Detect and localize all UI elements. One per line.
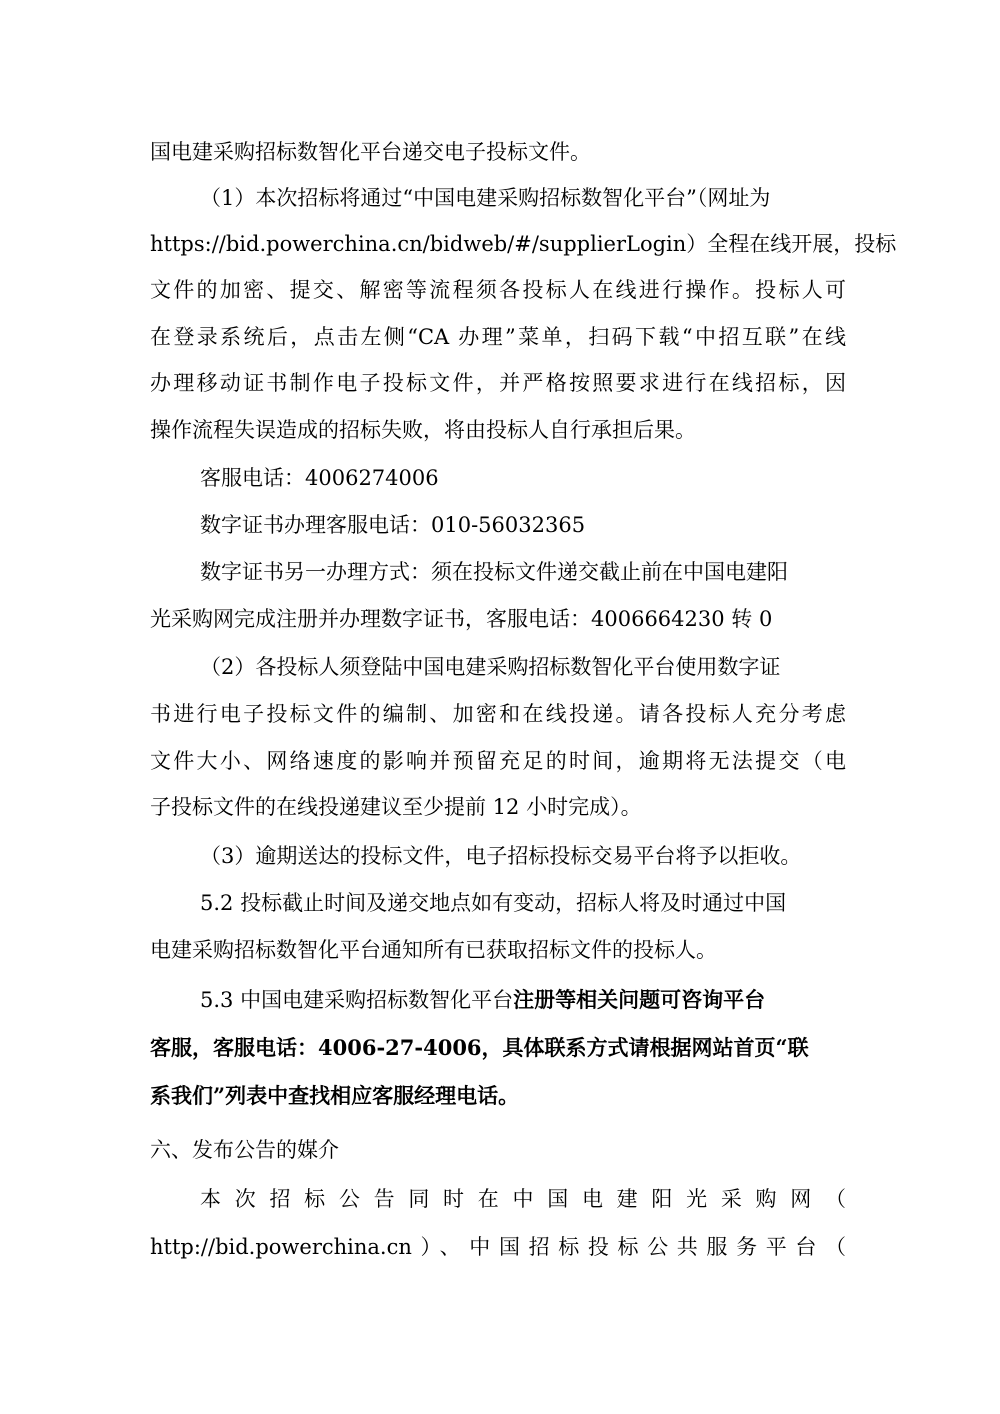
text-line: 数字证书另一办理方式：须在投标文件递交截止前在中国电建阳 (200, 560, 788, 584)
text-line: https://bid.powerchina.cn/bidweb/#/supplierLogin）全程在线开展，投标 (150, 232, 897, 256)
text-line: http://bid.powerchina.cn）、中国招标投标公共服务平台（ (150, 1235, 846, 1259)
text-line: 客服电话：4006274006 (200, 466, 439, 490)
text-line: 电建采购招标数智化平台通知所有已获取招标文件的投标人。 (150, 938, 717, 962)
text-span: 5.3 中国电建采购招标数智化平台 (200, 988, 514, 1012)
bold-text-line: 系我们”列表中查找相应客服经理电话。 (150, 1083, 520, 1108)
section-heading: 六、发布公告的媒介 (150, 1138, 339, 1162)
text-line: 子投标文件的在线投递建议至少提前 12 小时完成）。 (150, 795, 642, 819)
text-line: 书进行电子投标文件的编制、加密和在线投递。请各投标人充分考虑 (150, 702, 846, 726)
text-line: 国电建采购招标数智化平台递交电子投标文件。 (150, 140, 591, 164)
text-line: 操作流程失误造成的招标失败，将由投标人自行承担后果。 (150, 418, 696, 442)
text-line: 数字证书办理客服电话：010-56032365 (200, 513, 586, 537)
text-line: （1）本次招标将通过“中国电建采购招标数智化平台”（网址为 (200, 186, 771, 210)
text-line: （2）各投标人须登陆中国电建采购招标数智化平台使用数字证 (200, 655, 781, 679)
text-line: 5.2 投标截止时间及递交地点如有变动，招标人将及时通过中国 (200, 891, 787, 915)
bold-text-line: 客服，客服电话：4006-27-4006，具体联系方式请根据网站首页“联 (150, 1035, 809, 1060)
text-line: 光采购网完成注册并办理数字证书，客服电话：4006664230 转 0 (150, 607, 773, 631)
text-line: （3）逾期送达的投标文件，电子招标投标交易平台将予以拒收。 (200, 844, 802, 868)
text-line: 文件大小、网络速度的影响并预留充足的时间，逾期将无法提交（电 (150, 749, 846, 773)
bold-text-span: 注册等相关问题可咨询平台 (513, 987, 766, 1012)
text-line: 文件的加密、提交、解密等流程须各投标人在线进行操作。投标人可 (150, 278, 846, 302)
text-line-mixed (200, 985, 765, 1015)
text-line: 在登录系统后，点击左侧“CA 办理”菜单，扫码下载“中招互联”在线 (150, 325, 846, 349)
text-line: 本次招标公告同时在中国电建阳光采购网（ (200, 1187, 846, 1211)
text-line: 办理移动证书制作电子投标文件，并严格按照要求进行在线招标，因 (150, 371, 846, 395)
